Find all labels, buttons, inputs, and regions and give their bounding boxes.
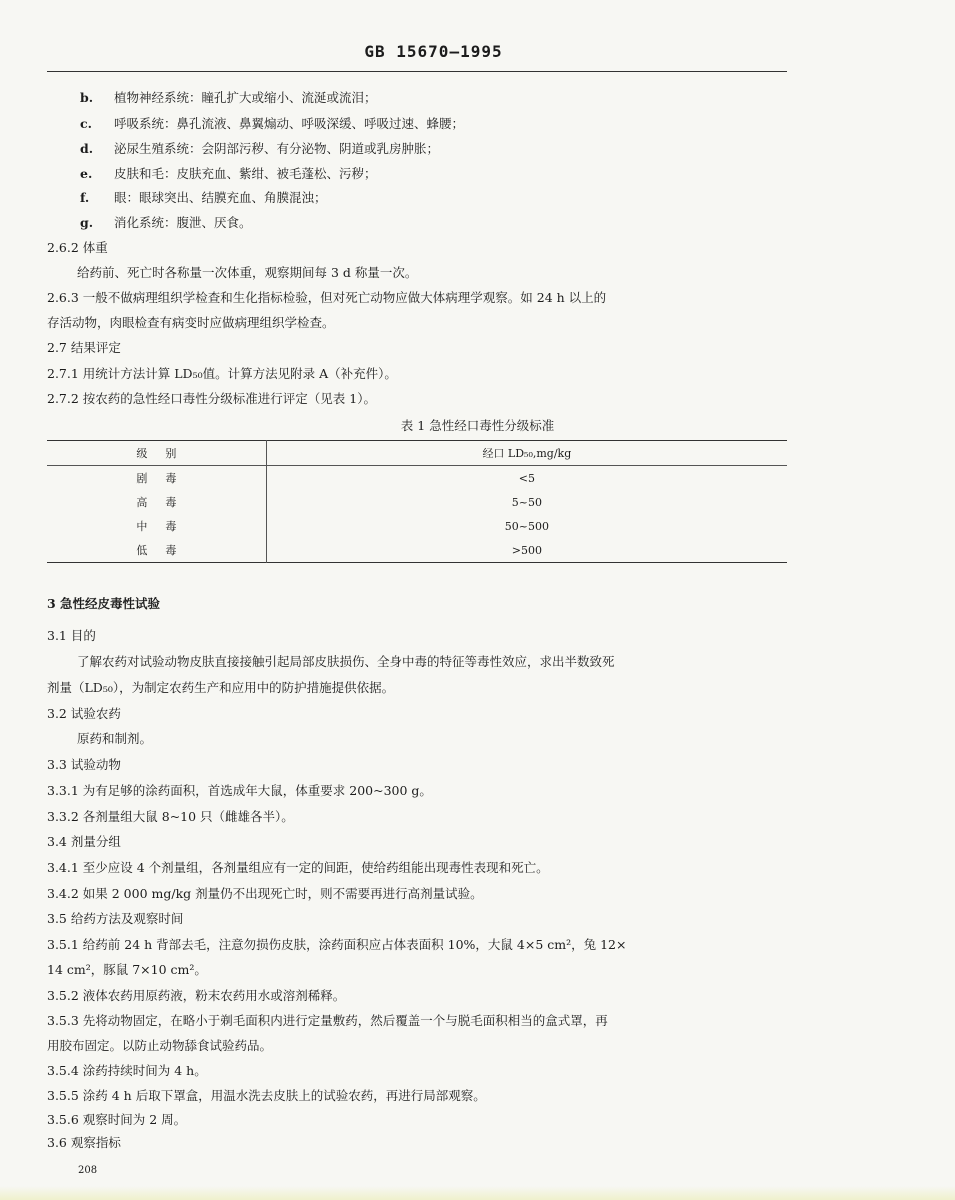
table-cell-ld50: <5 [518,471,535,485]
list-item-label: c. [80,116,92,131]
paragraph-3-1-line2: 剂量（LD₅₀），为制定农药生产和应用中的防护措施提供依据。 [47,680,395,695]
paragraph-3-3-1: 3.3.1 为有足够的涂药面积，首选成年大鼠，体重要求 200~300 g。 [47,783,432,798]
paragraph-3-5-2: 3.5.2 液体农药用原药液，粉末农药用水或溶剂稀释。 [47,988,346,1003]
list-item [80,116,464,132]
paragraph-3-5-5: 3.5.5 涂药 4 h 后取下罩盒，用温水洗去皮肤上的试验农药，再进行局部观察。 [47,1088,486,1103]
paragraph-2-7-2: 2.7.2 按农药的急性经口毒性分级标准进行评定（见表 1）。 [47,391,376,406]
header-rule [47,71,787,72]
table-header-row [47,441,787,466]
list-item [80,141,439,157]
paragraph-2-6-2: 给药前、死亡时各称量一次体重，观察期间每 3 d 称量一次。 [77,265,418,280]
table-cell-ld50: 5~50 [511,495,542,509]
paragraph-3-5-4: 3.5.4 涂药持续时间为 4 h。 [47,1063,207,1078]
list-item [80,190,327,206]
paragraph-3-5-6: 3.5.6 观察时间为 2 周。 [47,1112,187,1127]
section-heading-3-4: 3.4 剂量分组 [47,834,121,849]
paragraph-3-5-3-line2: 用胶布固定。以防止动物舔食试验药品。 [47,1038,273,1053]
paragraph-3-1-line1: 了解农药对试验动物皮肤直接接触引起局部皮肤损伤、全身中毒的特征等毒性效应，求出半数致死 [77,654,615,669]
table-cell-ld50: 50~500 [504,519,549,533]
table-header-grade: 级别 [47,441,266,466]
section-heading-3: 3 急性经皮毒性试验 [47,596,161,611]
table-caption: 表 1 急性经口毒性分级标准 [400,418,555,433]
table-cell-grade: 高毒 [47,490,266,514]
page-number: 208 [78,1165,98,1176]
list-item-text: 泌尿生殖系统：会阴部污秽、有分泌物、阴道或乳房肿胀； [114,141,440,156]
table-cell-ld50: >500 [511,543,542,557]
list-item-label: e. [80,166,93,181]
list-item-label: d. [80,141,94,156]
table-cell-grade: 剧毒 [47,466,266,491]
section-heading-3-5: 3.5 给药方法及观察时间 [47,911,184,926]
section-heading-3-6: 3.6 观察指标 [47,1135,121,1150]
section-heading-3-2: 3.2 试验农药 [47,706,121,721]
list-item [80,90,377,106]
paragraph-3-4-2: 3.4.2 如果 2 000 mg/kg 剂量仍不出现死亡时，则不需要再进行高剂量试验。 [47,886,483,901]
section-heading-2-6-2: 2.6.2 体重 [47,240,108,255]
table-row [47,538,787,563]
paragraph-2-6-3-line1: 2.6.3 一般不做病理组织学检查和生化指标检验，但对死亡动物应做大体病理学观察。如 24 h 以上的 [47,290,607,305]
list-item-text: 皮肤和毛：皮肤充血、紫绀、被毛蓬松、污秽； [114,166,377,181]
list-item [80,215,252,231]
paragraph-3-3-2: 3.3.2 各剂量组大鼠 8~10 只（雌雄各半）。 [47,809,294,824]
paragraph-3-5-1-line2: 14 cm²，豚鼠 7×10 cm²。 [47,962,207,977]
list-item [80,166,377,182]
paragraph-3-4-1: 3.4.1 至少应设 4 个剂量组，各剂量组应有一定的间距，使给药组能出现毒性表现和死亡。 [47,860,549,875]
paragraph-3-5-1-line1: 3.5.1 给药前 24 h 背部去毛，注意勿损伤皮肤，涂药面积应占体表面积 10%，大鼠 4×5 cm²，兔 12× [47,937,627,952]
toxicity-grading-table [47,440,787,563]
section-heading-2-7: 2.7 结果评定 [47,340,121,355]
table-header-ld50: 经口 LD₅₀,mg/kg [482,447,572,460]
paragraph-2-7-1: 2.7.1 用统计方法计算 LD₅₀值。计算方法见附录 A（补充件）。 [47,366,397,381]
list-item-text: 眼：眼球突出、结膜充血、角膜混浊； [114,190,327,205]
list-item-label: g. [80,215,94,230]
scan-edge-tint [0,1186,955,1200]
table-cell-grade: 中毒 [47,514,266,538]
table-cell-grade: 低毒 [47,538,266,563]
paragraph-2-6-3-line2: 存活动物，肉眼检查有病变时应做病理组织学检查。 [47,315,335,330]
list-item-label: f. [80,190,90,205]
table-row [47,490,787,514]
table-row [47,466,787,491]
section-heading-3-3: 3.3 试验动物 [47,757,121,772]
section-heading-3-1: 3.1 目的 [47,628,96,643]
list-item-text: 植物神经系统：瞳孔扩大或缩小、流涎或流泪； [114,90,377,105]
paragraph-3-5-3-line1: 3.5.3 先将动物固定，在略小于剃毛面积内进行定量敷药，然后覆盖一个与脱毛面积相当的盒式罩，再 [47,1013,608,1028]
table-row [47,514,787,538]
list-item-text: 消化系统：腹泄、厌食。 [114,215,252,230]
list-item-text: 呼吸系统：鼻孔流液、鼻翼煽动、呼吸深缓、呼吸过速、蜂腰； [114,116,465,131]
list-item-label: b. [80,90,94,105]
standard-number-header: GB 15670—1995 [364,42,503,61]
paragraph-3-2: 原药和制剂。 [77,731,153,746]
